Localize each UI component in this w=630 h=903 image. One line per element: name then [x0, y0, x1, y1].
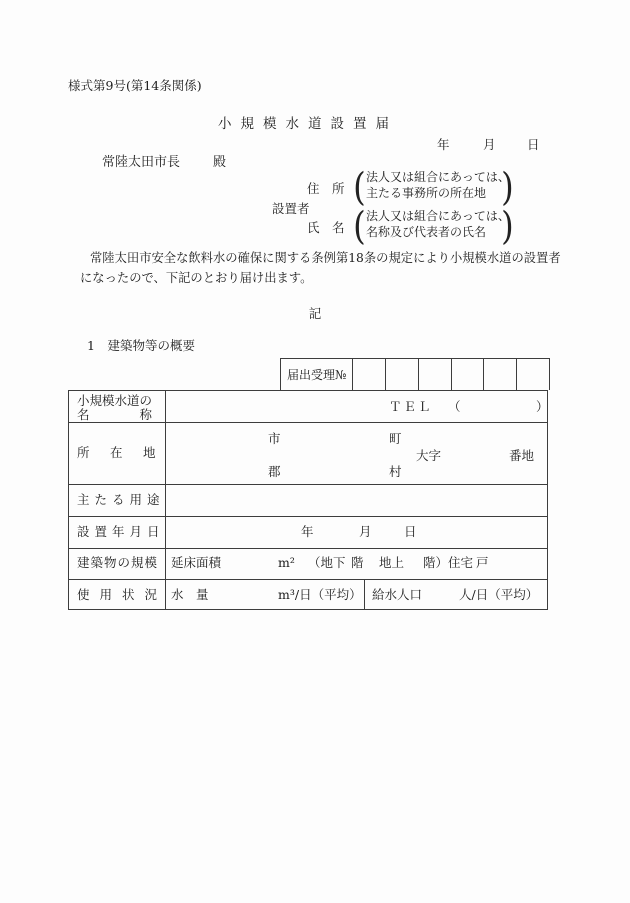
- brace-open-icon: (: [353, 204, 366, 248]
- table-divider: [165, 391, 166, 609]
- waterworks-name-label-line2: 名 称: [77, 407, 153, 422]
- basement-label: （地下: [308, 555, 346, 570]
- installation-day-label: 日: [404, 524, 417, 539]
- page-title: 小規模水道設置届: [218, 116, 398, 132]
- installation-month-label: 月: [359, 524, 372, 539]
- usage-status-label: 使用状況: [77, 587, 168, 602]
- date-month-label: 月: [483, 137, 496, 152]
- receipt-number-cell-1: [352, 359, 385, 390]
- address-note-line2: 主たる事務所の所在地: [366, 185, 487, 200]
- tel-paren-open: （: [448, 399, 461, 414]
- name-note-line2: 名称及び代表者の氏名: [366, 224, 487, 239]
- floor-area-label: 延床面積: [171, 555, 222, 570]
- installation-date-label: 設置年月日: [77, 524, 165, 539]
- installer-name-note: [366, 209, 510, 240]
- brace-close-icon: ): [501, 204, 514, 248]
- body-paragraph-line2: になったので、下記のとおり届け出ます。: [80, 271, 313, 285]
- supply-population-label: 給水人口: [372, 587, 423, 602]
- location-label: 所 在 地: [77, 445, 160, 460]
- receipt-number-cell-4: [451, 359, 484, 390]
- form-number: 様式第9号(第14条関係): [68, 78, 202, 93]
- house-count-unit: 戸: [476, 555, 489, 570]
- ki-separator: 記: [308, 306, 322, 321]
- tel-label: ＴＥＬ: [389, 399, 433, 414]
- location-town-label: 町: [389, 431, 402, 446]
- brace-open-icon: (: [353, 165, 366, 209]
- receipt-number-cell-6: [516, 359, 549, 390]
- installer-address-label: 住 所: [307, 181, 345, 196]
- supply-population-unit: 人/日（平均）: [459, 587, 539, 602]
- installation-year-label: 年: [301, 524, 314, 539]
- installer-label: 設置者: [272, 201, 310, 216]
- date-day-label: 日: [527, 137, 540, 152]
- building-overview-table: [68, 390, 548, 610]
- addressee-honorific: 殿: [213, 155, 227, 170]
- date-year-label: 年: [437, 137, 450, 152]
- installer-address-note: [366, 170, 510, 201]
- basement-floors-unit: 階: [351, 555, 364, 570]
- receipt-number-label: 届出受理№: [287, 368, 347, 382]
- receipt-number-cell-2: [385, 359, 418, 390]
- addressee-mayor: 常陸太田市長: [102, 155, 181, 170]
- table-divider: [69, 516, 547, 517]
- tel-paren-close: ）: [536, 399, 549, 414]
- receipt-number-cell-5: [483, 359, 516, 390]
- table-divider: [69, 548, 547, 549]
- location-city-label: 市: [268, 431, 281, 446]
- table-divider: [69, 579, 547, 580]
- table-divider: [69, 484, 547, 485]
- water-volume-label: 水 量: [171, 587, 209, 602]
- waterworks-name-label-line1: 小規模水道の: [77, 393, 153, 408]
- location-banchi-label: 番地: [509, 448, 535, 463]
- section1-heading: 1 建築物等の概要: [87, 338, 195, 353]
- floor-area-unit: m²: [278, 555, 295, 570]
- water-volume-unit: m³/日（平均）: [278, 587, 362, 602]
- location-gun-label: 郡: [268, 464, 281, 479]
- brace-close-icon: ): [501, 165, 514, 209]
- installer-name-label: 氏 名: [307, 220, 345, 235]
- location-mura-label: 村: [389, 464, 402, 479]
- main-use-label: 主たる用途: [77, 492, 165, 507]
- receipt-number-cell-3: [418, 359, 451, 390]
- name-note-line1: 法人又は組合にあっては、: [366, 209, 510, 223]
- body-paragraph-line1: 常陸太田市安全な飲料水の確保に関する条例第18条の規定により小規模水道の設置者: [90, 251, 561, 265]
- above-ground-label: 地上: [379, 555, 405, 570]
- building-scale-label: 建築物の規模: [77, 555, 159, 570]
- address-note-line1: 法人又は組合にあっては、: [366, 170, 510, 184]
- table-divider: [364, 579, 365, 609]
- location-oaza-label: 大字: [416, 448, 442, 463]
- receipt-number-table: [280, 358, 550, 390]
- above-floors-house-label: 階）住宅: [423, 555, 474, 570]
